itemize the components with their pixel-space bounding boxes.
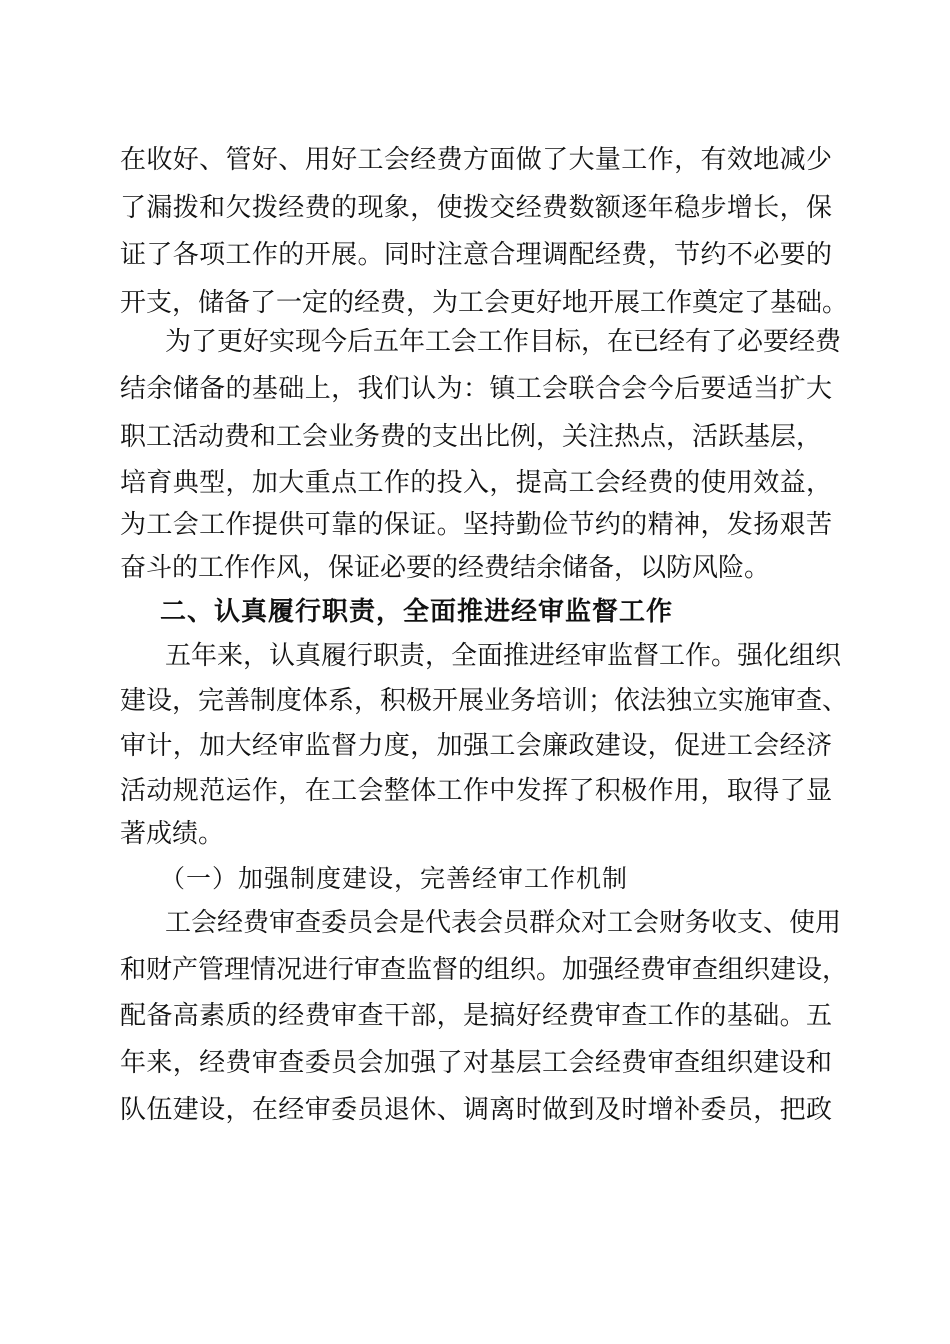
text-line: 在收好、管好、用好工会经费方面做了大量工作，有效地减少 (120, 145, 832, 175)
text-line: 建设，完善制度体系，积极开展业务培训；依法独立实施审查、 (120, 686, 849, 716)
text-line: 活动规范运作，在工会整体工作中发挥了积极作用，取得了显 (120, 776, 832, 806)
text-line: 工会经费审查委员会是代表会员群众对工会财务收支、使用 (165, 908, 842, 938)
text-line: 职工活动费和工会业务费的支出比例，关注热点，活跃基层， (120, 422, 823, 452)
subsection-heading: （一）加强制度建设，完善经审工作机制 (160, 864, 629, 893)
text-line: 配备高素质的经费审查干部，是搞好经费审查工作的基础。五 (120, 1001, 832, 1031)
text-line: 五年来，认真履行职责，全面推进经审监督工作。强化组织 (165, 641, 842, 671)
text-line: 队伍建设，在经审委员退休、调离时做到及时增补委员，把政 (120, 1095, 832, 1125)
text-line: 奋斗的工作作风，保证必要的经费结余储备，以防风险。 (120, 553, 771, 583)
text-line: 了漏拨和欠拨经费的现象，使拨交经费数额逐年稳步增长，保 (120, 193, 832, 223)
text-line: 和财产管理情况进行审查监督的组织。加强经费审查组织建设， (120, 955, 849, 985)
section-heading: 二、认真履行职责，全面推进经审监督工作 (160, 597, 674, 627)
text-line: 结余储备的基础上，我们认为：镇工会联合会今后要适当扩大 (120, 374, 832, 404)
text-line: 年来，经费审查委员会加强了对基层工会经费审查组织建设和 (120, 1048, 832, 1078)
text-line: 著成绩。 (120, 819, 225, 849)
text-line: 为工会工作提供可靠的保证。坚持勤俭节约的精神，发扬艰苦 (120, 510, 832, 540)
text-line: 培育典型，加大重点工作的投入，提高工会经费的使用效益， (120, 468, 832, 498)
text-line: 开支，储备了一定的经费，为工会更好地开展工作奠定了基础。 (120, 288, 849, 318)
text-line: 审计，加大经审监督力度，加强工会廉政建设，促进工会经济 (120, 731, 832, 761)
text-line: 为了更好实现今后五年工会工作目标，在已经有了必要经费 (165, 327, 842, 357)
text-line: 证了各项工作的开展。同时注意合理调配经费，节约不必要的 (120, 240, 832, 270)
